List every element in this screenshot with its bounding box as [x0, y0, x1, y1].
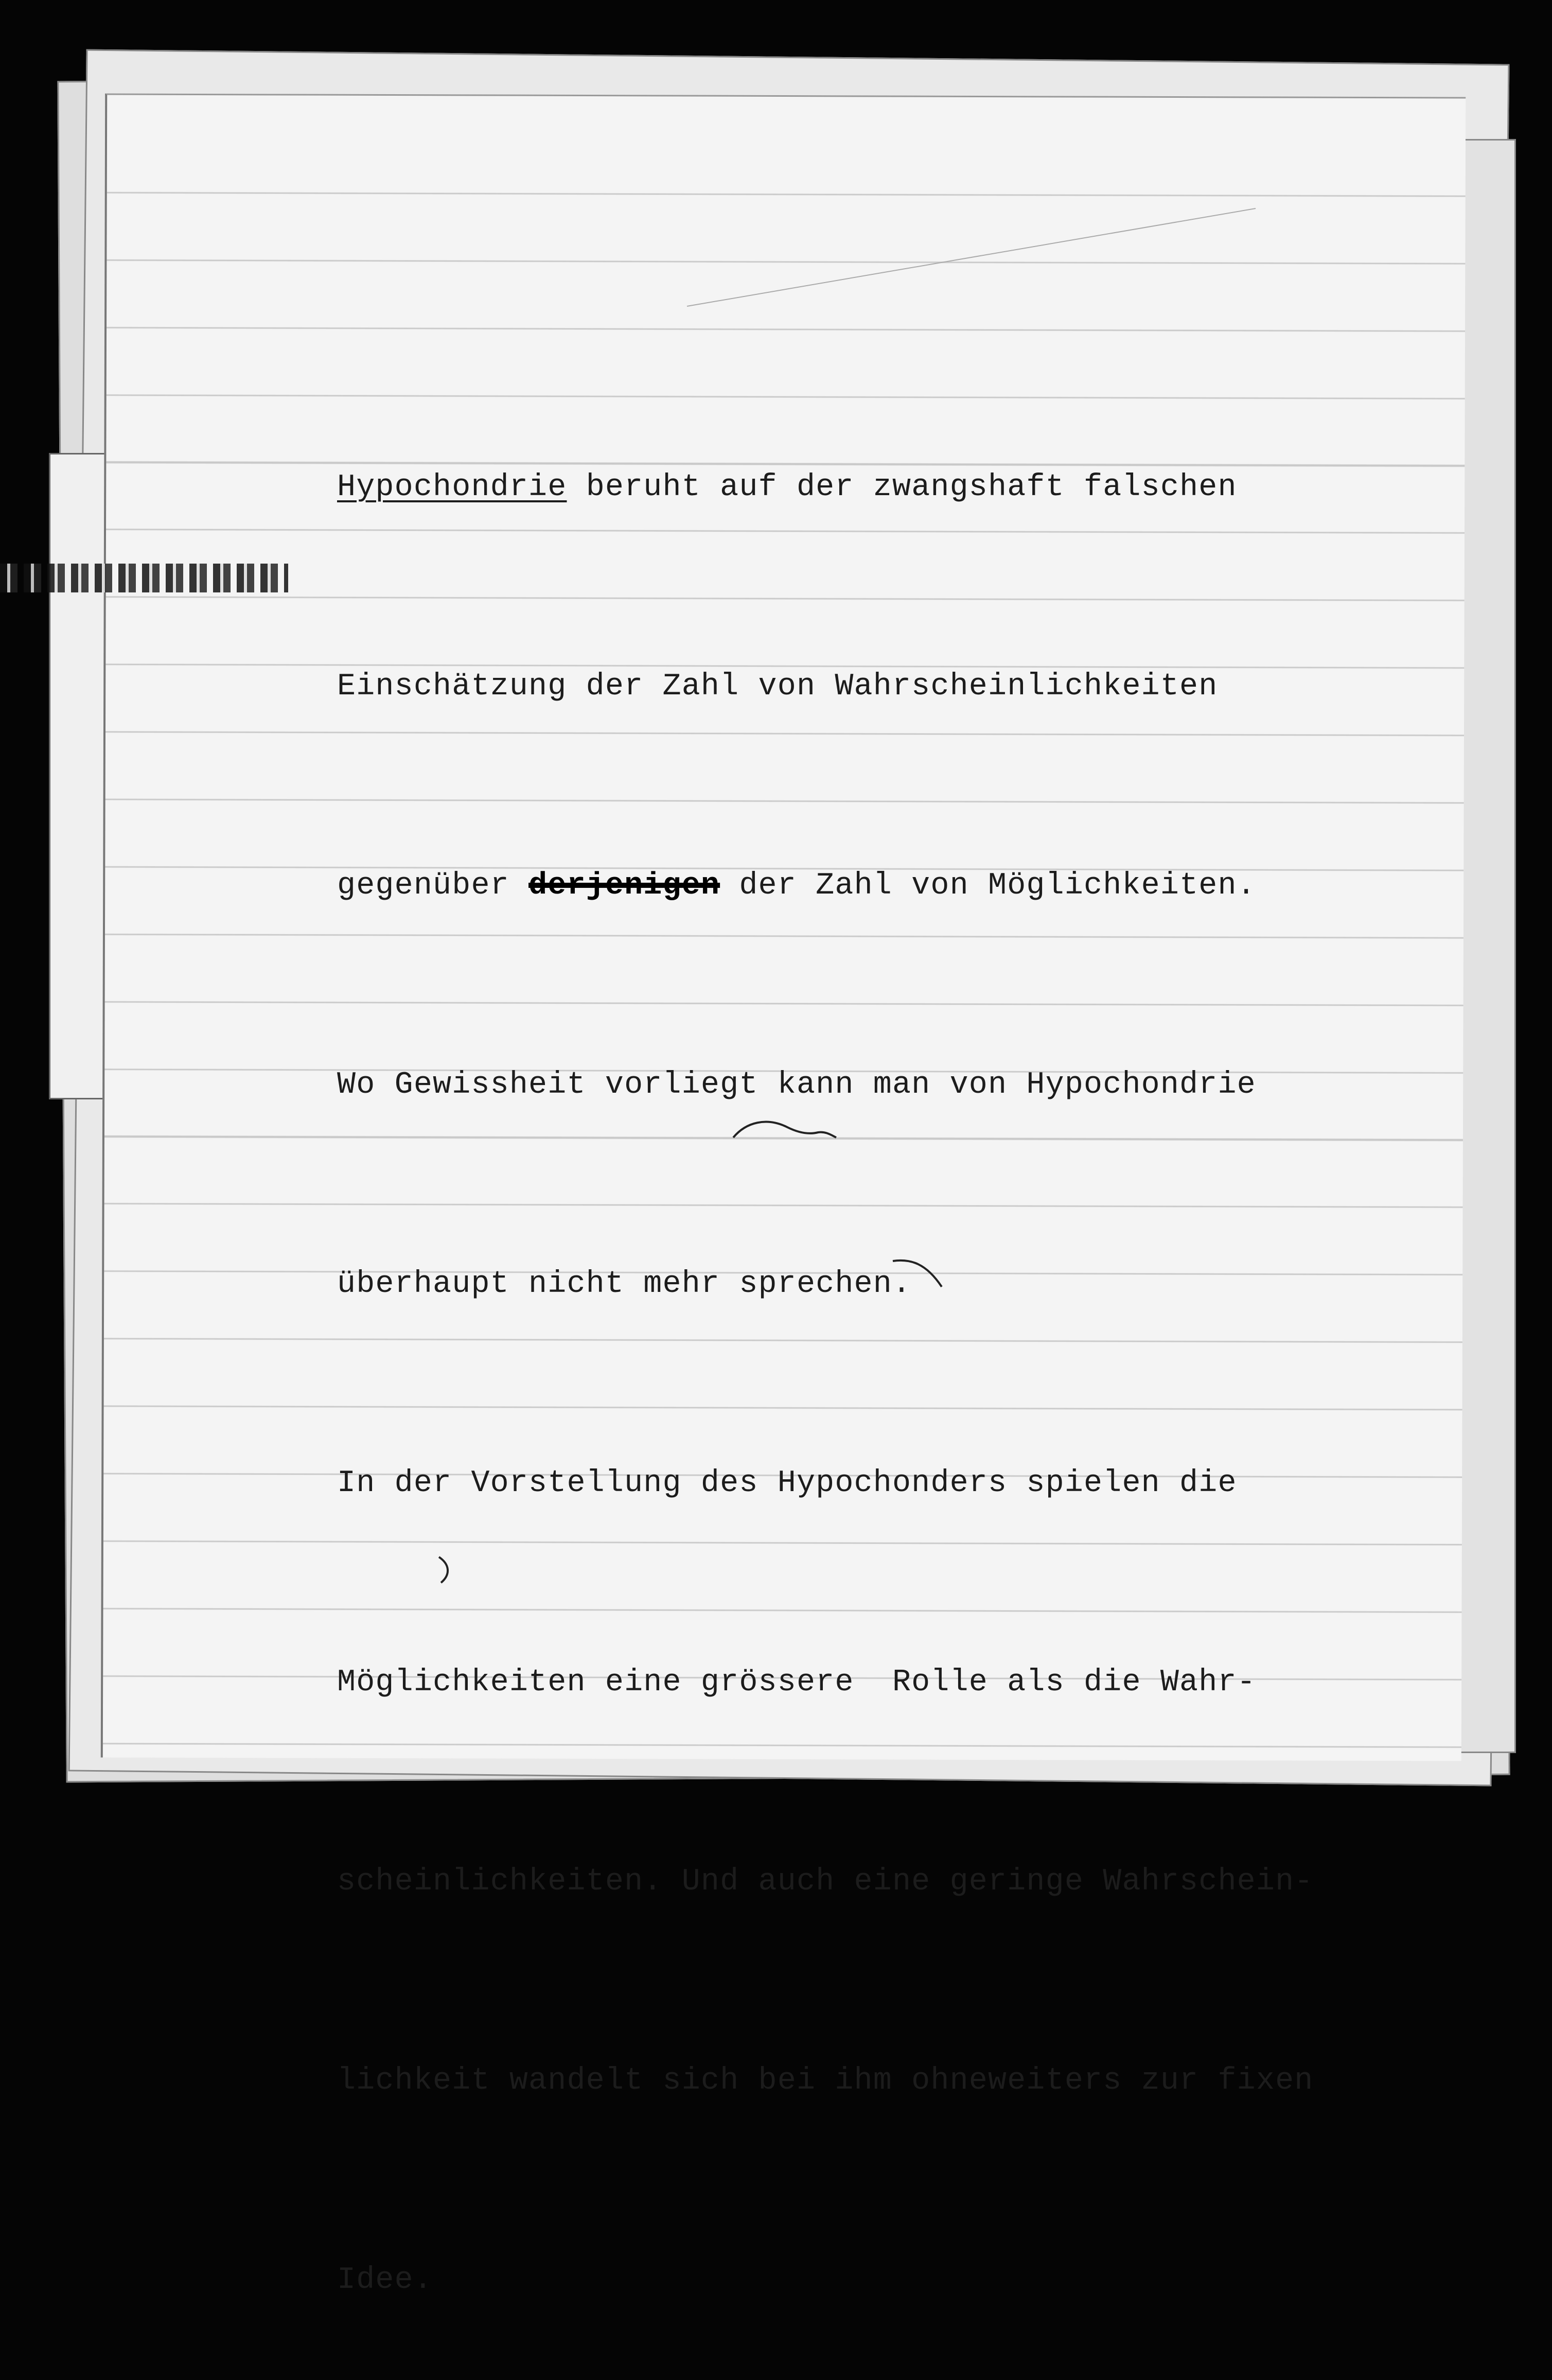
struck-word: derjenigen	[528, 868, 720, 903]
text-line: gegenüber derjenigen der Zahl von Möglichkeiten.	[337, 868, 1256, 903]
pencil-mark	[890, 1256, 947, 1292]
text-line: Einschätzung der Zahl von Wahrscheinlichkeiten	[337, 669, 1218, 704]
text-line: Idee.	[337, 2263, 433, 2298]
text-line: Möglichkeiten eine grössere Rolle als die Wahr-	[337, 1665, 1256, 1700]
text-line: lichkeit wandelt sich bei ihm ohneweiters zur fixen	[337, 2063, 1314, 2098]
text-line: überhaupt nicht mehr sprechen.	[337, 1267, 912, 1302]
pencil-mark	[684, 206, 1261, 309]
pencil-mark	[731, 1112, 839, 1148]
typed-text	[337, 322, 1377, 2380]
text-line: Hypochondrie beruht auf der zwangshaft falschen	[337, 470, 1237, 505]
underlined-word: Hypochondrie	[337, 470, 567, 505]
text-line: scheinlichkeiten. Und auch eine geringe Wahrschein-	[337, 1864, 1314, 1899]
text-line: In der Vorstellung des Hypochonders spielen die	[337, 1466, 1237, 1501]
binding-clip-mark	[0, 564, 288, 592]
text-line: Wo Gewissheit vorliegt kann man von Hypochondrie	[337, 1068, 1256, 1102]
pencil-mark	[435, 1554, 455, 1585]
